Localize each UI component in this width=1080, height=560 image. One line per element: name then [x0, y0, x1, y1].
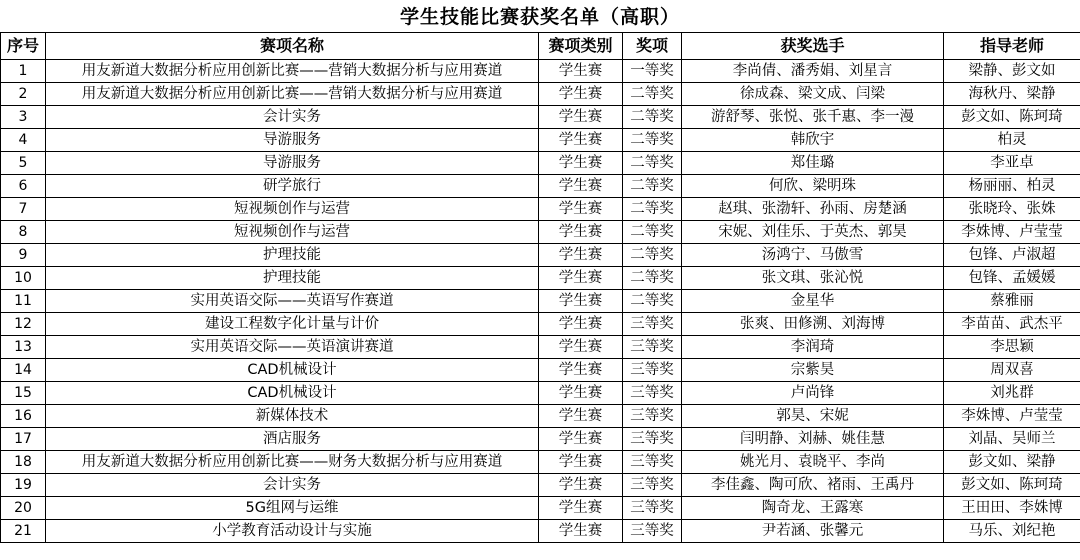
cell-event-category: 学生赛 [539, 244, 623, 267]
cell-advisors: 刘兆群 [944, 382, 1080, 405]
header-award: 奖项 [623, 33, 682, 60]
cell-winners: 李尚倩、潘秀娟、刘星言 [682, 60, 944, 83]
cell-winners: 郑佳璐 [682, 152, 944, 175]
cell-winners: 陶奇龙、王露寒 [682, 497, 944, 520]
cell-event-name: 实用英语交际——英语演讲赛道 [46, 336, 539, 359]
cell-winners: 闫明静、刘赫、姚佳慧 [682, 428, 944, 451]
table-row [1, 290, 1080, 313]
sheet-title: 学生技能比赛获奖名单（高职） [399, 6, 680, 28]
cell-index: 13 [1, 336, 46, 359]
cell-event-name: 5G组网与运维 [46, 497, 539, 520]
cell-index: 2 [1, 83, 46, 106]
table-row [1, 336, 1080, 359]
cell-advisors: 彭文如、陈珂琦 [944, 106, 1080, 129]
table-row [1, 175, 1080, 198]
cell-index: 7 [1, 198, 46, 221]
cell-event-category: 学生赛 [539, 313, 623, 336]
cell-event-category: 学生赛 [539, 451, 623, 474]
cell-index: 11 [1, 290, 46, 313]
cell-index: 4 [1, 129, 46, 152]
cell-award: 二等奖 [623, 244, 682, 267]
cell-index: 18 [1, 451, 46, 474]
cell-award: 三等奖 [623, 520, 682, 543]
cell-advisors: 蔡雅丽 [944, 290, 1080, 313]
cell-advisors: 马乐、刘纪艳 [944, 520, 1080, 543]
table-row [1, 106, 1080, 129]
header-winners: 获奖选手 [682, 33, 944, 60]
cell-event-category: 学生赛 [539, 175, 623, 198]
cell-advisors: 王田田、李姝博 [944, 497, 1080, 520]
cell-winners: 李润琦 [682, 336, 944, 359]
cell-event-name: 短视频创作与运营 [46, 198, 539, 221]
cell-award: 三等奖 [623, 405, 682, 428]
cell-event-category: 学生赛 [539, 359, 623, 382]
cell-event-name: 用友新道大数据分析应用创新比赛——财务大数据分析与应用赛道 [46, 451, 539, 474]
table-row [1, 405, 1080, 428]
cell-event-name: 研学旅行 [46, 175, 539, 198]
table-row [1, 359, 1080, 382]
cell-winners: 金星华 [682, 290, 944, 313]
cell-advisors: 包锋、孟媛媛 [944, 267, 1080, 290]
cell-event-category: 学生赛 [539, 520, 623, 543]
table-row [1, 83, 1080, 106]
header-index: 序号 [1, 33, 46, 60]
cell-winners: 卢尚锋 [682, 382, 944, 405]
cell-event-name: 小学教育活动设计与实施 [46, 520, 539, 543]
cell-event-category: 学生赛 [539, 198, 623, 221]
cell-event-name: 建设工程数字化计量与计价 [46, 313, 539, 336]
cell-event-name: 酒店服务 [46, 428, 539, 451]
cell-index: 3 [1, 106, 46, 129]
table-row [1, 267, 1080, 290]
cell-index: 6 [1, 175, 46, 198]
cell-event-category: 学生赛 [539, 428, 623, 451]
cell-award: 三等奖 [623, 451, 682, 474]
cell-event-name: CAD机械设计 [46, 359, 539, 382]
table-row [1, 497, 1080, 520]
table-body [1, 60, 1080, 543]
cell-award: 二等奖 [623, 267, 682, 290]
cell-index: 15 [1, 382, 46, 405]
cell-event-name: CAD机械设计 [46, 382, 539, 405]
cell-event-category: 学生赛 [539, 474, 623, 497]
award-table [0, 32, 1080, 543]
table-row [1, 474, 1080, 497]
cell-winners: 张文琪、张沁悦 [682, 267, 944, 290]
cell-event-category: 学生赛 [539, 60, 623, 83]
cell-award: 三等奖 [623, 359, 682, 382]
table-row [1, 198, 1080, 221]
cell-index: 20 [1, 497, 46, 520]
cell-winners: 韩欣宇 [682, 129, 944, 152]
cell-event-name: 用友新道大数据分析应用创新比赛——营销大数据分析与应用赛道 [46, 83, 539, 106]
cell-winners: 赵琪、张渤轩、孙雨、房楚涵 [682, 198, 944, 221]
table-row [1, 221, 1080, 244]
cell-advisors: 李亚卓 [944, 152, 1080, 175]
cell-award: 三等奖 [623, 497, 682, 520]
cell-index: 8 [1, 221, 46, 244]
cell-advisors: 刘晶、吴师兰 [944, 428, 1080, 451]
cell-event-category: 学生赛 [539, 221, 623, 244]
cell-award: 二等奖 [623, 129, 682, 152]
cell-event-name: 护理技能 [46, 267, 539, 290]
cell-award: 一等奖 [623, 60, 682, 83]
cell-event-name: 用友新道大数据分析应用创新比赛——营销大数据分析与应用赛道 [46, 60, 539, 83]
table-row [1, 451, 1080, 474]
table-row [1, 244, 1080, 267]
cell-award: 三等奖 [623, 382, 682, 405]
cell-winners: 徐成森、梁文成、闫梁 [682, 83, 944, 106]
cell-event-name: 护理技能 [46, 244, 539, 267]
cell-event-category: 学生赛 [539, 382, 623, 405]
cell-advisors: 彭文如、梁静 [944, 451, 1080, 474]
cell-event-category: 学生赛 [539, 129, 623, 152]
cell-advisors: 周双喜 [944, 359, 1080, 382]
cell-index: 10 [1, 267, 46, 290]
cell-advisors: 李姝博、卢莹莹 [944, 221, 1080, 244]
cell-event-category: 学生赛 [539, 152, 623, 175]
cell-award: 三等奖 [623, 336, 682, 359]
cell-index: 5 [1, 152, 46, 175]
cell-winners: 姚光月、袁晓平、李尚 [682, 451, 944, 474]
cell-award: 二等奖 [623, 221, 682, 244]
header-row [1, 33, 1080, 60]
cell-advisors: 李思颖 [944, 336, 1080, 359]
cell-award: 三等奖 [623, 474, 682, 497]
cell-index: 17 [1, 428, 46, 451]
cell-award: 二等奖 [623, 290, 682, 313]
cell-index: 9 [1, 244, 46, 267]
table-row [1, 520, 1080, 543]
cell-event-category: 学生赛 [539, 290, 623, 313]
cell-award: 三等奖 [623, 428, 682, 451]
cell-event-category: 学生赛 [539, 267, 623, 290]
cell-index: 1 [1, 60, 46, 83]
cell-winners: 郭昊、宋妮 [682, 405, 944, 428]
cell-event-category: 学生赛 [539, 83, 623, 106]
cell-award: 三等奖 [623, 313, 682, 336]
cell-index: 21 [1, 520, 46, 543]
table-row [1, 428, 1080, 451]
table-row [1, 60, 1080, 83]
cell-advisors: 柏灵 [944, 129, 1080, 152]
cell-award: 二等奖 [623, 198, 682, 221]
cell-winners: 李佳鑫、陶可欣、褚雨、王禹丹 [682, 474, 944, 497]
cell-event-category: 学生赛 [539, 497, 623, 520]
table-row [1, 129, 1080, 152]
cell-event-name: 会计实务 [46, 106, 539, 129]
cell-advisors: 彭文如、陈珂琦 [944, 474, 1080, 497]
cell-winners: 宗紫昊 [682, 359, 944, 382]
cell-index: 14 [1, 359, 46, 382]
cell-winners: 何欣、梁明珠 [682, 175, 944, 198]
header-event-name: 赛项名称 [46, 33, 539, 60]
cell-event-name: 短视频创作与运营 [46, 221, 539, 244]
cell-winners: 汤鸿宁、马傲雪 [682, 244, 944, 267]
cell-winners: 尹若涵、张馨元 [682, 520, 944, 543]
header-event-category: 赛项类别 [539, 33, 623, 60]
cell-event-name: 导游服务 [46, 129, 539, 152]
cell-advisors: 杨丽丽、柏灵 [944, 175, 1080, 198]
cell-event-category: 学生赛 [539, 336, 623, 359]
cell-index: 19 [1, 474, 46, 497]
cell-advisors: 梁静、彭文如 [944, 60, 1080, 83]
cell-winners: 游舒琴、张悦、张千惠、李一漫 [682, 106, 944, 129]
cell-advisors: 海秋丹、梁静 [944, 83, 1080, 106]
cell-advisors: 李苗苗、武杰平 [944, 313, 1080, 336]
cell-event-name: 会计实务 [46, 474, 539, 497]
table-row [1, 382, 1080, 405]
cell-index: 16 [1, 405, 46, 428]
cell-event-category: 学生赛 [539, 106, 623, 129]
cell-award: 二等奖 [623, 152, 682, 175]
cell-award: 二等奖 [623, 175, 682, 198]
table-row [1, 152, 1080, 175]
cell-event-category: 学生赛 [539, 405, 623, 428]
cell-index: 12 [1, 313, 46, 336]
cell-event-name: 新媒体技术 [46, 405, 539, 428]
cell-winners: 张爽、田修溯、刘海博 [682, 313, 944, 336]
cell-advisors: 李姝博、卢莹莹 [944, 405, 1080, 428]
table-row [1, 313, 1080, 336]
header-advisors: 指导老师 [944, 33, 1080, 60]
cell-advisors: 包锋、卢淑超 [944, 244, 1080, 267]
cell-award: 二等奖 [623, 83, 682, 106]
cell-advisors: 张晓玲、张姝 [944, 198, 1080, 221]
cell-event-name: 实用英语交际——英语写作赛道 [46, 290, 539, 313]
cell-winners: 宋妮、刘佳乐、于英杰、郭昊 [682, 221, 944, 244]
cell-award: 二等奖 [623, 106, 682, 129]
cell-event-name: 导游服务 [46, 152, 539, 175]
